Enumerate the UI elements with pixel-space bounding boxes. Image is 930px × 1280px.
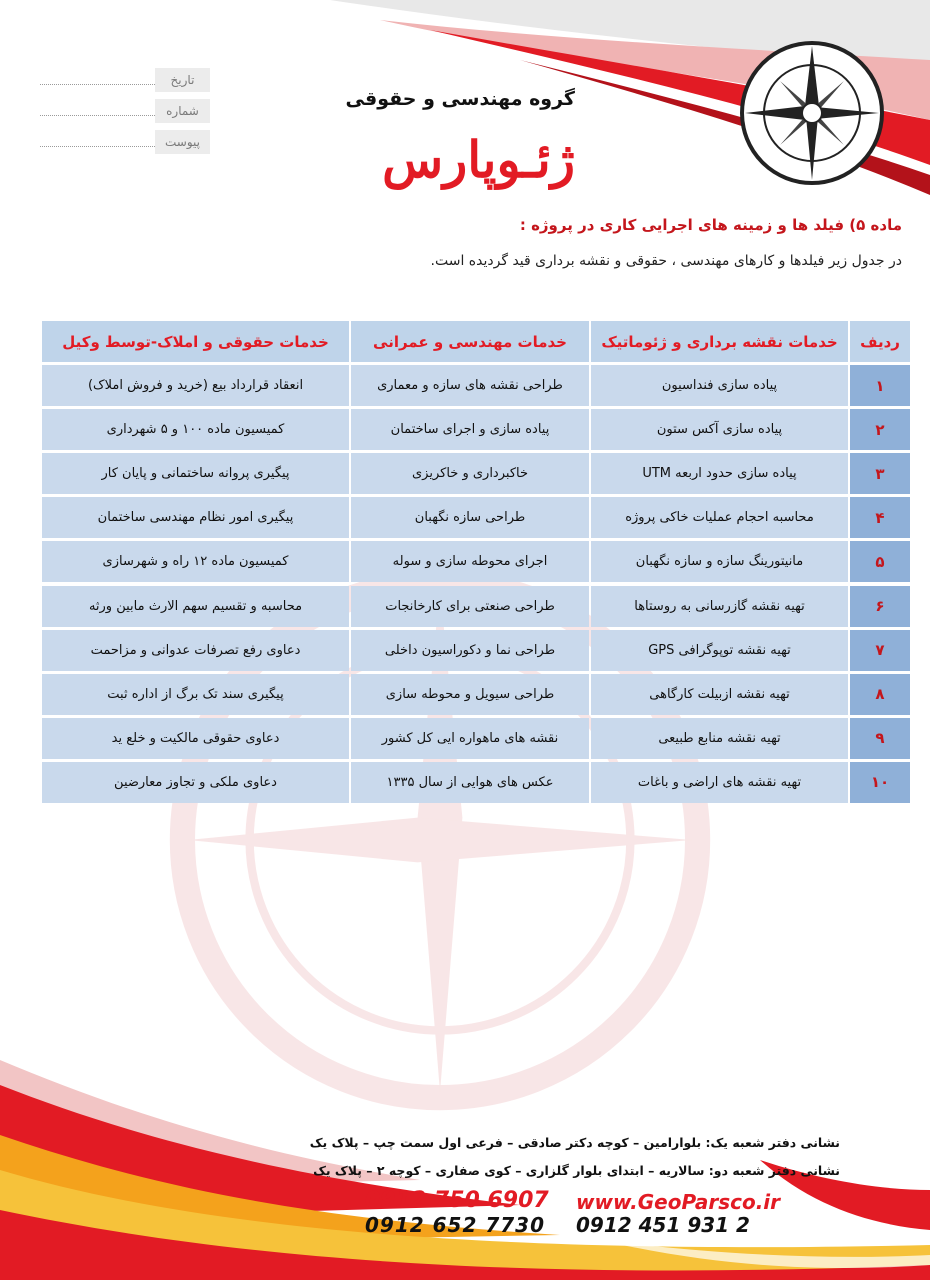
table-row — [42, 365, 910, 406]
cell-engineering: پیاده سازی و اجرای ساختمان — [351, 409, 589, 450]
table-row — [42, 586, 910, 627]
cell-legal: پیگیری سند تک برگ از اداره ثبت — [42, 674, 349, 715]
table-header-row — [42, 321, 910, 362]
brand-name: ژئـوپارس — [382, 130, 575, 189]
cell-engineering: طراحی صنعتی برای کارخانجات — [351, 586, 589, 627]
footer-swoosh — [0, 1040, 930, 1280]
table-row — [42, 630, 910, 671]
number-field — [40, 99, 210, 123]
cell-num: ۸ — [850, 674, 910, 715]
cell-engineering: نقشه های ماهواره ایی کل کشور — [351, 718, 589, 759]
phone-2: 0912 652 7730 — [365, 1213, 546, 1237]
date-line — [40, 84, 155, 85]
attachment-field — [40, 130, 210, 154]
attachment-line — [40, 146, 155, 147]
header-legal: خدمات حقوقی و املاک-توسط وکیل — [42, 321, 349, 362]
phone-1: 0912 750 6907 — [365, 1188, 549, 1213]
cell-legal: پیگیری امور نظام مهندسی ساختمان — [42, 497, 349, 538]
cell-legal: دعاوی ملکی و تجاوز معارضین — [42, 762, 349, 803]
attachment-label: پیوست — [155, 130, 210, 154]
intro-heading: ماده ۵) فیلد ها و زمینه های اجرایی کاری در پروژه : — [519, 216, 902, 234]
table-row — [42, 409, 910, 450]
header-engineering: خدمات مهندسی و عمرانی — [351, 321, 589, 362]
cell-legal: دعاوی رفع تصرفات عدوانی و مزاحمت — [42, 630, 349, 671]
intro-text: در جدول زیر فیلدها و کارهای مهندسی ، حقوقی و نقشه برداری قید گردیده است. — [430, 253, 902, 269]
company-logo-icon — [737, 38, 887, 188]
table-row — [42, 541, 910, 582]
website-link[interactable]: www.GeoParsco.ir — [576, 1190, 781, 1214]
cell-legal: کمیسیون ماده ۱۲ راه و شهرسازی — [42, 541, 349, 582]
cell-num: ۱۰ — [850, 762, 910, 803]
table-row — [42, 718, 910, 759]
cell-legal: انعقاد قرارداد بیع (خرید و فروش املاک) — [42, 365, 349, 406]
cell-surveying: تهیه نقشه های اراضی و باغات — [591, 762, 848, 803]
cell-surveying: محاسبه احجام عملیات خاکی پروژه — [591, 497, 848, 538]
cell-surveying: تهیه نقشه توپوگرافی GPS — [591, 630, 848, 671]
cell-engineering: اجرای محوطه سازی و سوله — [351, 541, 589, 582]
table-row — [42, 674, 910, 715]
cell-engineering: طراحی نما و دکوراسیون داخلی — [351, 630, 589, 671]
cell-surveying: مانیتورینگ سازه و سازه نگهبان — [591, 541, 848, 582]
cell-num: ۷ — [850, 630, 910, 671]
table-row — [42, 762, 910, 803]
cell-surveying: تهیه نقشه گازرسانی به روستاها — [591, 586, 848, 627]
brand-subtitle: گروه مهندسی و حقوقی — [345, 88, 575, 110]
cell-engineering: طراحی نقشه های سازه و معماری — [351, 365, 589, 406]
cell-legal: پیگیری پروانه ساختمانی و پایان کار — [42, 453, 349, 494]
cell-num: ۶ — [850, 586, 910, 627]
cell-legal: دعاوی حقوقی مالکیت و خلع ید — [42, 718, 349, 759]
phone-3: 0912 451 931 2 — [576, 1213, 750, 1237]
table-row — [42, 453, 910, 494]
cell-legal: کمیسیون ماده ۱۰۰ و ۵ شهرداری — [42, 409, 349, 450]
header-num: ردیف — [850, 321, 910, 362]
address-branch-1: نشانی دفتر شعبه یک: بلوارامین – کوچه دکتر صادقی – فرعی اول سمت چپ – پلاک یک — [309, 1135, 840, 1150]
header-surveying: خدمات نقشه برداری و ژئوماتیک — [591, 321, 848, 362]
address-branch-2: نشانی دفتر شعبه دو: سالاریه – ابتدای بلوار گلزاری – کوی صفاری – کوچه ۲ – پلاک یک — [313, 1163, 840, 1178]
date-label: تاریخ — [155, 68, 210, 92]
cell-surveying: تهیه نقشه ازبیلت کارگاهی — [591, 674, 848, 715]
number-label: شماره — [155, 99, 210, 123]
table-row — [42, 497, 910, 538]
cell-surveying: پیاده سازی فنداسیون — [591, 365, 848, 406]
cell-num: ۴ — [850, 497, 910, 538]
cell-engineering: عکس های هوایی از سال ۱۳۳۵ — [351, 762, 589, 803]
cell-num: ۳ — [850, 453, 910, 494]
cell-engineering: طراحی سیویل و محوطه سازی — [351, 674, 589, 715]
cell-surveying: تهیه نقشه منابع طبیعی — [591, 718, 848, 759]
cell-legal: محاسبه و تقسیم سهم الارث مابین ورثه — [42, 586, 349, 627]
cell-surveying: پیاده سازی حدود اربعه UTM — [591, 453, 848, 494]
cell-num: ۲ — [850, 409, 910, 450]
cell-num: ۱ — [850, 365, 910, 406]
services-table — [42, 321, 910, 806]
cell-surveying: پیاده سازی آکس ستون — [591, 409, 848, 450]
cell-num: ۹ — [850, 718, 910, 759]
date-field — [40, 68, 210, 92]
cell-num: ۵ — [850, 541, 910, 582]
number-line — [40, 115, 155, 116]
cell-engineering: طراحی سازه نگهبان — [351, 497, 589, 538]
cell-engineering: خاکبرداری و خاکریزی — [351, 453, 589, 494]
